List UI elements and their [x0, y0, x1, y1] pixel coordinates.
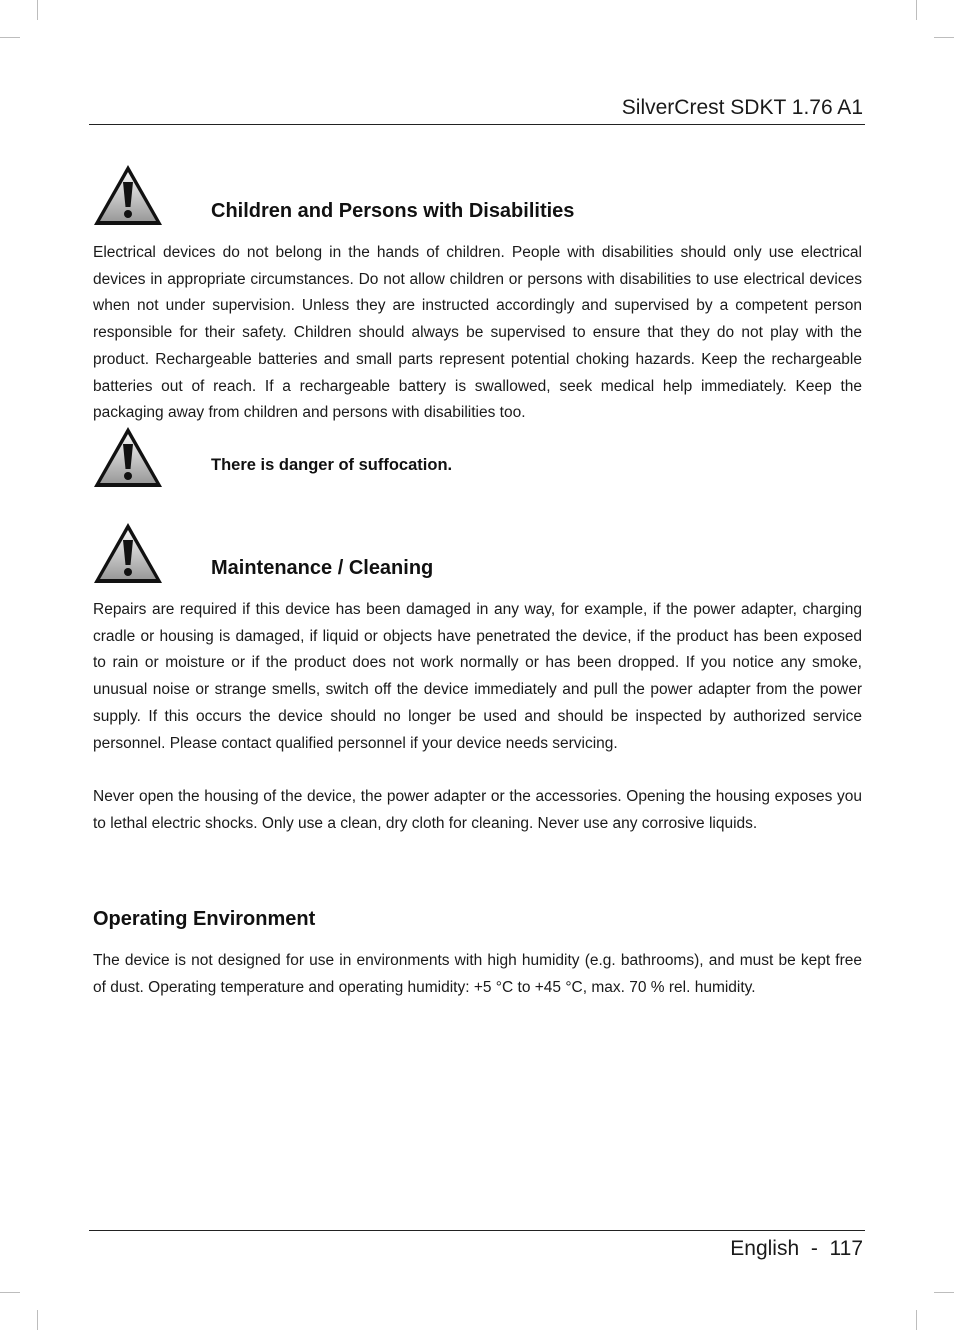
warning-icon — [92, 521, 164, 585]
warning-icon — [92, 163, 164, 227]
footer-text — [730, 1237, 863, 1261]
crop-mark — [934, 1292, 954, 1293]
section-heading-environment: Operating Environment — [93, 908, 316, 930]
crop-mark — [916, 0, 917, 20]
paragraph-maintenance-1: Repairs are required if this device has been damaged in any way, for example, if the power adapter, charging cradle or housing is damaged, if liquid or objects have penetrated the device, if the product has been exposed to rain or moisture or if the product does not work normally or has been dropped. If you notice any smoke, unusual noise or strange smells, switch off the device immediately and pull the power adapter from the power supply. If this occurs the device should no longer be used and should be inspected by authorized service personnel. Please contact qualified personnel if your device needs servicing. — [93, 601, 862, 752]
paragraph-children: Electrical devices do not belong in the hands of children. People with disabilities should only use electrical devices in appropriate circumstances. Do not allow children or persons with disabilities to use electrical devices when not under supervision. Unless they are instructed accordingly and supervised by a competent person responsible for their safety. Children should always be supervised to ensure that they do not play with the product. Rechargeable batteries and small parts represent potential choking hazards. Keep the rechargeable batteries out of reach. If a rechargeable battery is swallowed, seek medical help immediately. Keep the packaging away from children and persons with disabilities too. — [93, 244, 862, 422]
page-number: 117 — [829, 1237, 863, 1260]
header-title: SilverCrest SDKT 1.76 A1 — [621, 96, 863, 119]
section-heading-children: Children and Persons with Disabilities — [211, 200, 575, 222]
paragraph-maintenance-2: Never open the housing of the device, the power adapter or the accessories. Opening the housing exposes you to lethal electric shocks. Only use a clean, dry cloth for cleaning. Never use any corrosive liquids. — [93, 788, 862, 832]
page-header — [89, 96, 865, 125]
crop-mark — [916, 1310, 917, 1330]
page-footer — [89, 1230, 865, 1260]
warning-icon — [92, 425, 164, 489]
crop-mark — [37, 1310, 38, 1330]
crop-mark — [934, 37, 954, 38]
footer-separator: - — [810, 1237, 818, 1260]
crop-mark — [0, 1292, 20, 1293]
suffocation-warning: There is danger of suffocation. — [211, 456, 453, 474]
section-heading-maintenance: Maintenance / Cleaning — [211, 557, 434, 579]
footer-language: English — [730, 1237, 800, 1260]
paragraph-environment: The device is not designed for use in environments with high humidity (e.g. bathrooms), and must be kept free of dust. Operating temperature and operating humidity: +5 °C to +45 °C, max. 70 % rel. humidity. — [93, 952, 862, 996]
crop-mark — [37, 0, 38, 20]
crop-mark — [0, 37, 20, 38]
